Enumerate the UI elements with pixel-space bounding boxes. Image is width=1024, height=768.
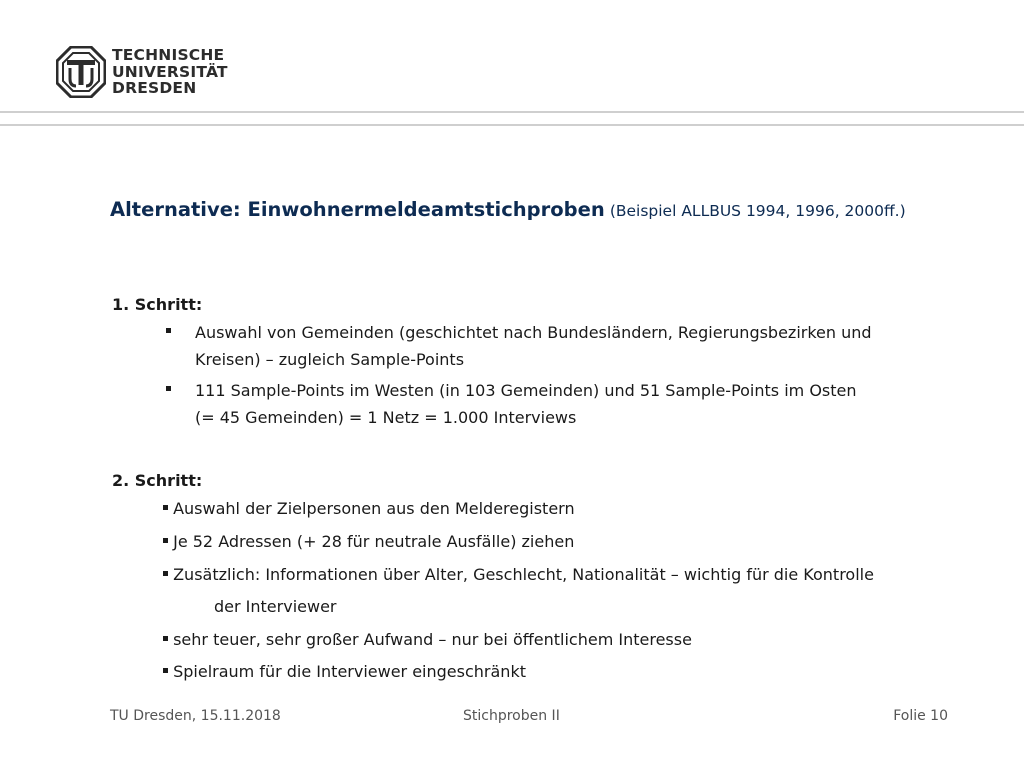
step1-bullet1-line2: Kreisen) – zugleich Sample-Points (195, 350, 465, 369)
tu-dresden-emblem-icon (56, 46, 106, 98)
step1-bullet1-line1: Auswahl von Gemeinden (geschichtet nach Bundesländern, Regierungsbezirken und (195, 323, 872, 342)
step2-bullet4-text: sehr teuer, sehr großer Aufwand – nur bei öffentlichem Interesse (173, 630, 692, 649)
footer-right: Folie 10 (893, 708, 948, 724)
bullet-icon (166, 328, 171, 333)
step1-heading: 1. Schritt: (112, 295, 203, 314)
bullet-icon (166, 386, 171, 391)
step2-bullet4 (163, 630, 692, 650)
logo-line-3: DRESDEN (112, 79, 197, 97)
step2-bullet1-text: Auswahl der Zielpersonen aus den Melderegistern (173, 499, 575, 518)
bullet-icon (163, 505, 168, 510)
step2-bullet3-text: Zusätzlich: Informationen über Alter, Geschlecht, Nationalität – wichtig für die Kontrolle (173, 565, 874, 584)
bullet-icon (163, 538, 168, 543)
footer-center: Stichproben II (463, 708, 560, 724)
logo-line-1: TECHNISCHE (112, 46, 225, 64)
footer-left: TU Dresden, 15.11.2018 (110, 708, 281, 724)
step2-bullet5-text: Spielraum für die Interviewer eingeschränkt (173, 662, 526, 681)
bullet-icon (163, 636, 168, 641)
slide-title-main: Alternative: Einwohnermeldeamtstichproben (110, 198, 605, 221)
bullet-icon (163, 571, 168, 576)
step2-bullet2-text: Je 52 Adressen (+ 28 für neutrale Ausfälle) ziehen (173, 532, 575, 551)
bullet-icon (163, 668, 168, 673)
step2-bullet2 (163, 532, 574, 552)
logo-wordmark (112, 47, 228, 97)
step1-bullet2-line2: (= 45 Gemeinden) = 1 Netz = 1.000 Interviews (195, 408, 577, 427)
logo-line-2: UNIVERSITÄT (112, 62, 228, 81)
slide-title (110, 198, 906, 221)
step2-heading: 2. Schritt: (112, 471, 203, 490)
step2-bullet1 (163, 499, 575, 519)
slide-title-sub: (Beispiel ALLBUS 1994, 1996, 2000ff.) (609, 202, 906, 220)
step2-bullet5 (163, 662, 526, 682)
tu-dresden-logo (56, 46, 226, 100)
step2-bullet3 (163, 565, 874, 585)
step2-bullet3-line2: der Interviewer (214, 597, 337, 616)
header-divider-top (0, 111, 1024, 113)
step1-bullet2-line1: 111 Sample-Points im Westen (in 103 Gemeinden) und 51 Sample-Points im Osten (195, 381, 857, 400)
header-divider-bottom (0, 124, 1024, 126)
